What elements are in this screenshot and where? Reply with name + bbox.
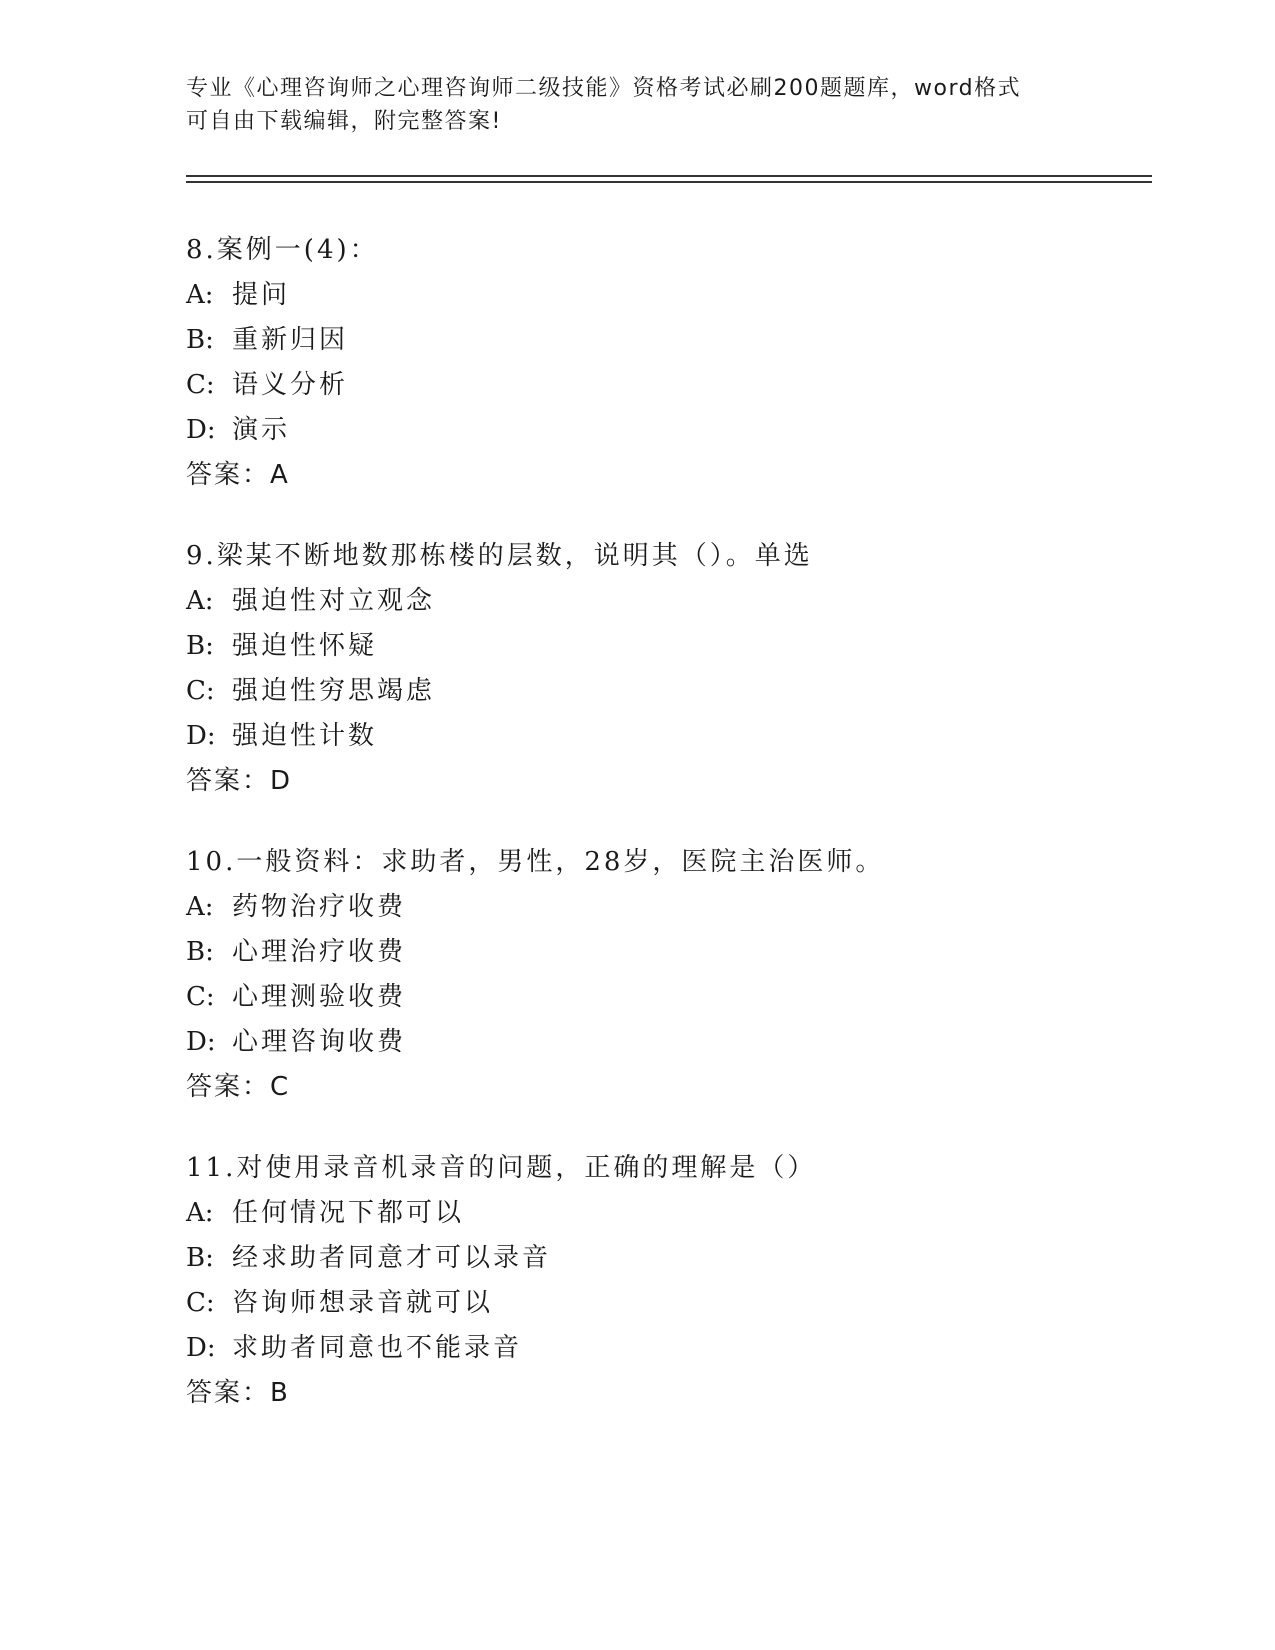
option-c xyxy=(186,669,1146,714)
option-a xyxy=(186,885,1146,930)
answer-label: 答案： xyxy=(186,766,271,796)
question-title: 11.对使用录音机录音的问题，正确的理解是（） xyxy=(186,1153,817,1183)
option-d xyxy=(186,408,1146,453)
option-label: B: xyxy=(186,937,214,967)
option-d xyxy=(186,714,1146,759)
answer-line xyxy=(186,759,1146,804)
answer-value: A xyxy=(270,460,288,490)
answer-value: B xyxy=(270,1378,288,1408)
option-text: 强迫性怀疑 xyxy=(232,631,378,661)
document-header xyxy=(186,72,1066,138)
question-9 xyxy=(186,534,1146,804)
option-b xyxy=(186,930,1146,975)
option-label: D: xyxy=(186,1333,216,1363)
option-b xyxy=(186,624,1146,669)
option-text: 任何情况下都可以 xyxy=(232,1198,465,1228)
header-line-2: 可自由下载编辑，附完整答案! xyxy=(186,109,502,134)
option-b xyxy=(186,318,1146,363)
option-d xyxy=(186,1020,1146,1065)
option-text: 心理治疗收费 xyxy=(232,937,407,967)
option-text: 药物治疗收费 xyxy=(232,892,407,922)
header-divider-top xyxy=(186,175,1152,177)
answer-line xyxy=(186,453,1146,498)
question-title: 9.梁某不断地数那栋楼的层数，说明其（）。单选 xyxy=(186,541,813,571)
option-a xyxy=(186,1191,1146,1236)
option-text: 强迫性穷思竭虑 xyxy=(232,676,436,706)
option-c xyxy=(186,975,1146,1020)
option-label: B: xyxy=(186,1243,214,1273)
answer-value: C xyxy=(270,1072,289,1102)
header-line-1: 专业《心理咨询师之心理咨询师二级技能》资格考试必刷200题题库，word格式 xyxy=(186,76,1022,101)
option-label: C: xyxy=(186,676,215,706)
answer-line xyxy=(186,1065,1146,1110)
answer-label: 答案： xyxy=(186,1072,271,1102)
option-text: 强迫性对立观念 xyxy=(232,586,436,616)
answer-label: 答案： xyxy=(186,1378,271,1408)
question-11 xyxy=(186,1146,1146,1416)
option-label: C: xyxy=(186,982,215,1012)
option-a xyxy=(186,273,1146,318)
option-label: D: xyxy=(186,1027,216,1057)
option-c xyxy=(186,1281,1146,1326)
option-c xyxy=(186,363,1146,408)
header-divider-bottom xyxy=(186,181,1152,183)
question-title: 8.案例一(4)： xyxy=(186,235,379,265)
option-label: A: xyxy=(186,1198,214,1228)
option-text: 提问 xyxy=(232,280,291,310)
option-a xyxy=(186,579,1146,624)
option-b xyxy=(186,1236,1146,1281)
option-label: B: xyxy=(186,631,214,661)
option-text: 求助者同意也不能录音 xyxy=(232,1333,523,1363)
option-text: 心理咨询收费 xyxy=(232,1027,407,1057)
question-8 xyxy=(186,228,1146,498)
option-text: 语义分析 xyxy=(232,370,349,400)
option-label: C: xyxy=(186,370,215,400)
question-title: 10.一般资料：求助者，男性，28岁，医院主治医师。 xyxy=(186,847,885,877)
option-text: 强迫性计数 xyxy=(232,721,378,751)
option-label: D: xyxy=(186,415,216,445)
option-text: 经求助者同意才可以录音 xyxy=(232,1243,552,1273)
answer-line xyxy=(186,1371,1146,1416)
answer-label: 答案： xyxy=(186,460,271,490)
option-text: 咨询师想录音就可以 xyxy=(232,1288,494,1318)
option-text: 心理测验收费 xyxy=(232,982,407,1012)
option-label: C: xyxy=(186,1288,215,1318)
option-label: A: xyxy=(186,586,214,616)
option-label: A: xyxy=(186,892,214,922)
option-label: D: xyxy=(186,721,216,751)
option-text: 演示 xyxy=(232,415,291,445)
option-label: A: xyxy=(186,280,214,310)
option-d xyxy=(186,1326,1146,1371)
question-10 xyxy=(186,840,1146,1110)
option-text: 重新归因 xyxy=(232,325,349,355)
option-label: B: xyxy=(186,325,214,355)
answer-value: D xyxy=(270,766,291,796)
